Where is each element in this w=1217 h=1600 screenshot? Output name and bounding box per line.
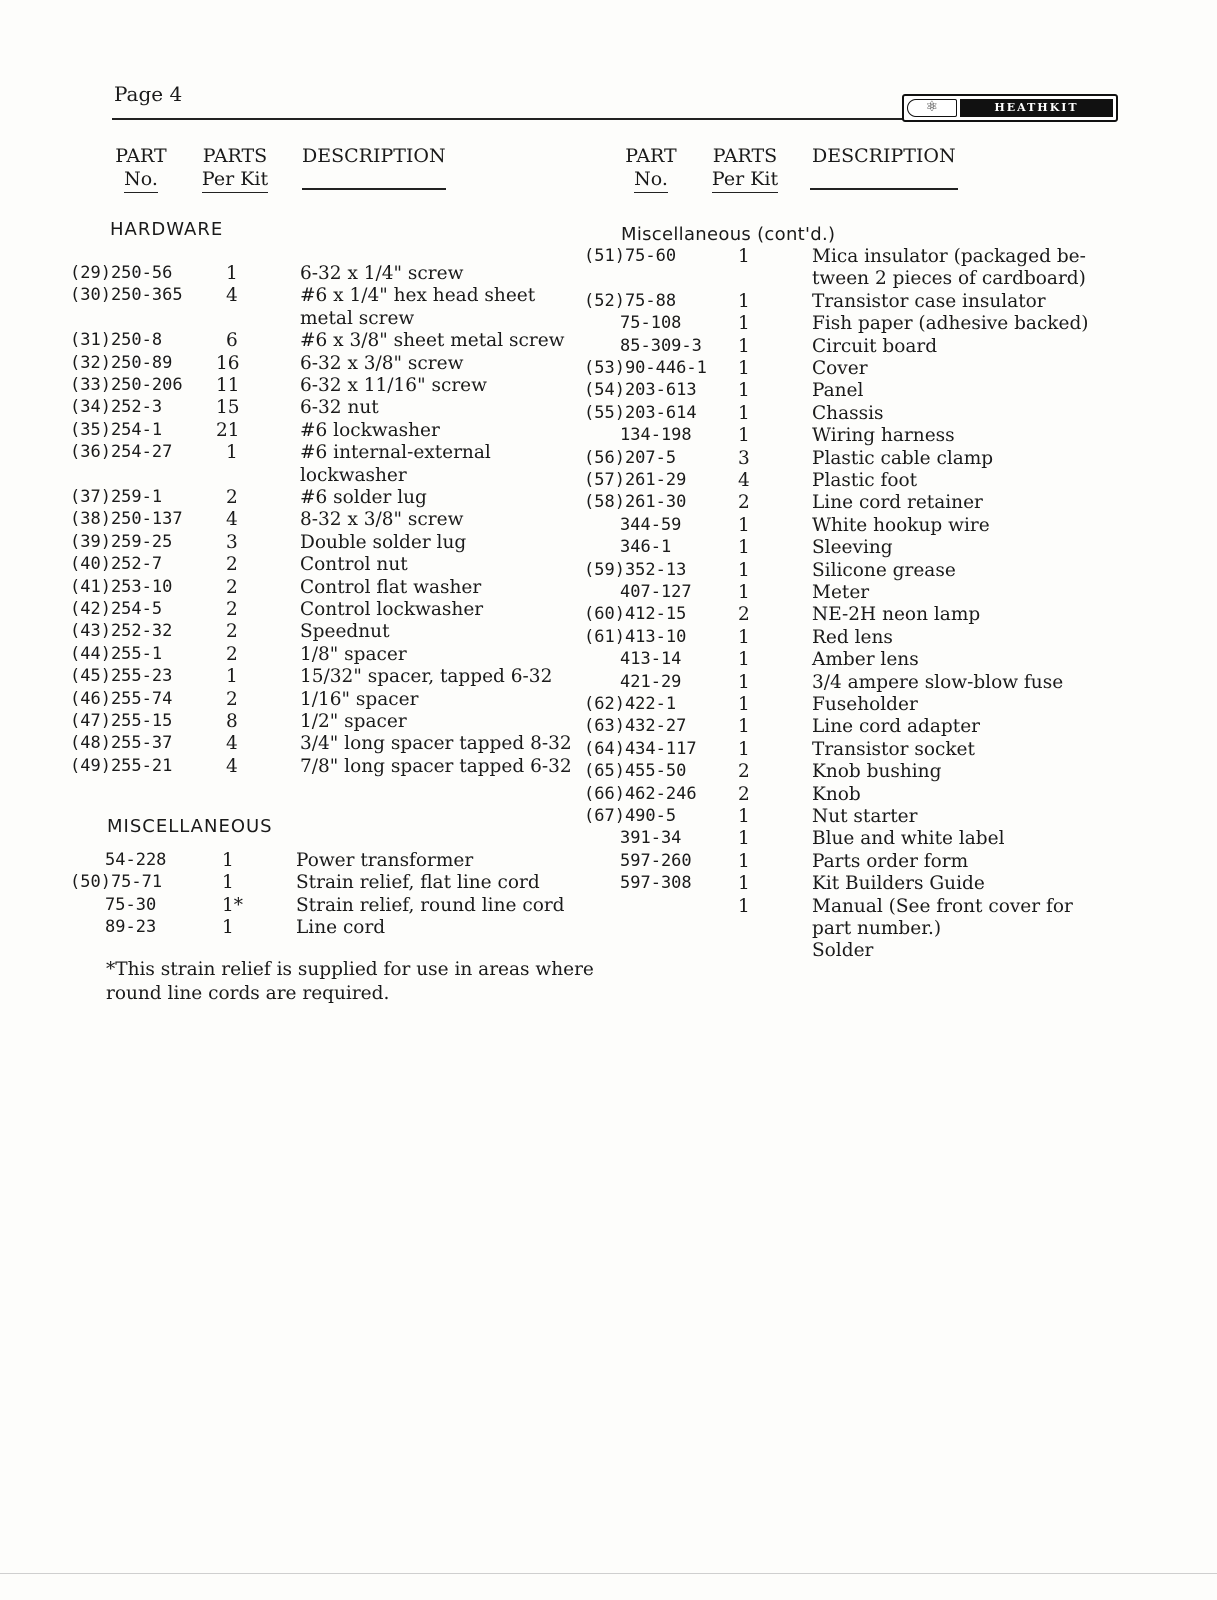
parts-per-kit: 1 [738,402,750,424]
part-description: 7/8" long spacer tapped 6-32 [300,755,572,777]
parts-per-kit: 2 [226,688,238,710]
part-description: Parts order form [812,850,969,872]
part-description: Chassis [812,402,884,424]
part-description: Manual (See front cover for [812,895,1073,917]
parts-per-kit: 4 [226,733,238,755]
part-description: Knob bushing [812,761,942,783]
part-description: 1/8" spacer [300,643,407,665]
part-number: (38)250-137 [70,509,183,530]
parts-per-kit: 2 [738,783,750,805]
part-description: Power transformer [296,850,474,871]
parts-per-kit: 1 [738,649,750,671]
part-number: (40)252-7 [70,554,163,575]
part-number: (31)250-8 [70,330,163,351]
parts-per-kit: 2 [226,554,238,576]
description-underline-right [810,188,958,190]
part-number: 597-308 [620,873,692,894]
part-number: 134-198 [620,425,692,446]
parts-per-kit: 1 [738,671,750,693]
part-number: (60)412-15 [584,604,687,625]
part-number: (48)255-37 [70,733,173,754]
part-description: Line cord adapter [812,716,980,738]
parts-per-kit: 15 [216,397,240,419]
description-underline [302,188,446,190]
part-number: (59)352-13 [584,559,687,580]
parts-per-kit: 2 [226,621,238,643]
part-description: 8-32 x 3/8" screw [300,509,464,531]
parts-per-kit: 4 [226,509,238,531]
part-description: Sleeving [812,537,893,559]
part-description: #6 solder lug [300,487,427,508]
part-number: (42)254-5 [70,599,163,619]
parts-per-kit: 1 [738,828,750,850]
parts-per-kit: 1 [222,917,234,939]
part-description: Speednut [300,621,390,643]
part-number: (63)432-27 [584,716,687,737]
part-number: 421-29 [620,671,682,692]
parts-per-kit: 1 [738,380,750,402]
part-description: metal screw [300,307,415,329]
parts-per-kit: 1 [738,716,750,738]
part-description: Panel [812,380,864,402]
part-number: 75-108 [620,313,682,334]
part-number: (30)250-365 [70,285,183,306]
part-description: #6 lockwasher [300,419,440,441]
part-description: Line cord retainer [812,492,983,514]
part-number: (61)413-10 [584,626,687,647]
part-number: (57)261-29 [584,470,687,490]
part-number: (36)254-27 [70,442,173,463]
part-number: (65)455-50 [584,761,687,782]
parts-per-kit: 1* [222,894,244,916]
part-number: 344-59 [620,514,682,535]
part-description: NE-2H neon lamp [812,604,981,626]
part-description: 6-32 x 11/16" screw [300,375,487,396]
part-number: (29)250-56 [70,263,173,283]
part-description: Solder [812,940,874,962]
part-description: Fish paper (adhesive backed) [812,313,1089,335]
part-description: Silicone grease [812,559,956,581]
parts-per-kit: 16 [216,352,240,374]
part-number: (37)259-1 [70,487,163,507]
header-parts-per-kit-right: PARTS Per Kit [708,145,782,193]
part-number: (58)261-30 [584,492,687,513]
header-parts-per-kit: PARTS Per Kit [198,145,272,193]
part-description: Transistor case insulator [812,290,1046,312]
part-number: (45)255-23 [70,666,173,687]
parts-per-kit: 3 [738,447,750,469]
part-description: 3/4" long spacer tapped 8-32 [300,733,572,755]
parts-per-kit: 1 [738,290,750,312]
part-number: (56)207-5 [584,447,677,468]
part-description: Strain relief, flat line cord [296,872,540,894]
parts-per-kit: 1 [738,694,750,715]
part-description: 6-32 nut [300,397,379,419]
part-description: Transistor socket [812,738,975,760]
part-description: Blue and white label [812,828,1005,850]
section-hardware: HARDWARE [110,219,224,240]
section-miscellaneous: MISCELLANEOUS [107,816,273,837]
logo-wordmark: HEATHKIT [960,99,1113,117]
part-number: (47)255-15 [70,711,173,731]
parts-per-kit: 3 [226,531,238,553]
part-description: Amber lens [812,649,919,671]
parts-per-kit: 1 [226,666,238,688]
part-number: (44)255-1 [70,643,163,664]
parts-per-kit: 2 [738,761,750,783]
page-number: Page 4 [114,82,183,106]
parts-per-kit: 2 [226,643,238,665]
header-description-right: DESCRIPTION [812,145,956,167]
parts-per-kit: 1 [738,626,750,648]
parts-per-kit: 1 [738,873,750,895]
section-misc-contd: Miscellaneous (cont'd.) [621,224,836,245]
parts-per-kit: 1 [738,559,750,581]
part-number: (34)252-3 [70,397,163,418]
part-description: #6 x 1/4" hex head sheet [300,285,536,307]
strain-relief-footnote: *This strain relief is supplied for use in areas where round line cords are required. [106,959,594,1004]
part-number: 75-30 [105,894,157,915]
parts-per-kit: 1 [738,313,750,335]
part-number: 346-1 [620,537,672,558]
parts-per-kit: 2 [738,604,750,626]
part-number: (32)250-89 [70,352,173,373]
part-number: 413-14 [620,649,682,670]
part-number: (52)75-88 [584,290,677,311]
header-description: DESCRIPTION [302,145,446,167]
part-description: 15/32" spacer, tapped 6-32 [300,666,553,688]
part-description: Strain relief, round line cord [296,894,565,916]
part-description: Control flat washer [300,576,482,598]
part-number: 407-127 [620,582,692,602]
part-number: (67)490-5 [584,806,677,826]
part-number: (50)75-71 [70,872,163,893]
part-description: Red lens [812,626,893,648]
part-description: part number.) [812,918,942,939]
part-description: 1/16" spacer [300,688,419,710]
header-part-no: PART No. [110,145,172,193]
part-description: Meter [812,582,870,603]
atom-icon: ⚛ [907,99,957,117]
part-number: 597-260 [620,850,692,871]
part-description: Circuit board [812,335,938,357]
parts-per-kit: 11 [216,375,240,396]
parts-per-kit: 4 [226,755,238,777]
part-number: 85-309-3 [620,335,702,356]
part-number: (51)75-60 [584,246,677,266]
parts-per-kit: 2 [226,599,238,620]
parts-per-kit: 1 [738,425,750,447]
part-number: 54-228 [105,850,167,870]
parts-per-kit: 2 [738,492,750,514]
part-description: Mica insulator (packaged be- [812,246,1086,267]
header-part-no-right: PART No. [620,145,682,193]
parts-per-kit: 1 [738,537,750,559]
parts-per-kit: 1 [738,806,750,827]
parts-per-kit: 1 [738,895,750,917]
part-description: Control nut [300,554,408,576]
heathkit-logo [902,94,1118,122]
parts-per-kit: 4 [226,285,238,307]
parts-per-kit: 6 [226,330,238,352]
part-number: (33)250-206 [70,375,183,395]
part-description: Double solder lug [300,531,467,553]
part-number: (54)203-613 [584,380,697,401]
parts-per-kit: 2 [226,487,238,508]
parts-per-kit: 1 [226,442,238,464]
parts-per-kit: 1 [738,514,750,536]
part-number: (62)422-1 [584,694,677,714]
parts-per-kit: 2 [226,576,238,598]
parts-per-kit: 8 [226,711,238,732]
part-description: 3/4 ampere slow-blow fuse [812,671,1064,693]
part-number: (43)252-32 [70,621,173,642]
part-description: Knob [812,783,861,805]
parts-per-kit: 1 [738,335,750,357]
parts-per-kit: 1 [738,738,750,760]
part-number: 89-23 [105,917,157,938]
part-description: Kit Builders Guide [812,873,985,895]
parts-per-kit: 1 [738,850,750,872]
parts-per-kit: 4 [738,470,750,491]
part-number: 391-34 [620,828,682,849]
part-number: (46)255-74 [70,688,173,709]
parts-per-kit: 1 [738,582,750,603]
part-number: (49)255-21 [70,755,173,776]
part-description: Fuseholder [812,694,918,715]
part-description: Plastic foot [812,470,918,491]
part-number: (41)253-10 [70,576,173,597]
part-number: (55)203-614 [584,402,697,423]
part-description: tween 2 pieces of cardboard) [812,268,1086,290]
part-description: 6-32 x 1/4" screw [300,263,464,284]
part-description: White hookup wire [812,514,990,536]
part-description: lockwasher [300,464,407,486]
part-description: #6 x 3/8" sheet metal screw [300,330,565,352]
part-number: (35)254-1 [70,419,163,440]
parts-per-kit: 1 [226,263,238,284]
part-description: Cover [812,358,868,379]
part-number: (53)90-446-1 [584,358,707,378]
parts-per-kit: 1 [222,872,234,894]
part-description: 6-32 x 3/8" screw [300,352,464,374]
part-number: (66)462-246 [584,783,697,804]
part-description: Nut starter [812,806,918,827]
parts-per-kit: 1 [738,246,750,267]
part-description: 1/2" spacer [300,711,407,732]
part-description: Line cord [296,917,386,939]
part-description: Control lockwasher [300,599,484,620]
part-description: Plastic cable clamp [812,447,994,469]
parts-per-kit: 1 [222,850,234,871]
part-description: #6 internal-external [300,442,491,464]
part-number: (39)259-25 [70,531,173,552]
part-description: Wiring harness [812,425,955,447]
part-number: (64)434-117 [584,738,697,759]
parts-per-kit: 21 [216,419,240,441]
parts-per-kit: 1 [738,358,750,379]
scan-edge-line [0,1573,1217,1574]
